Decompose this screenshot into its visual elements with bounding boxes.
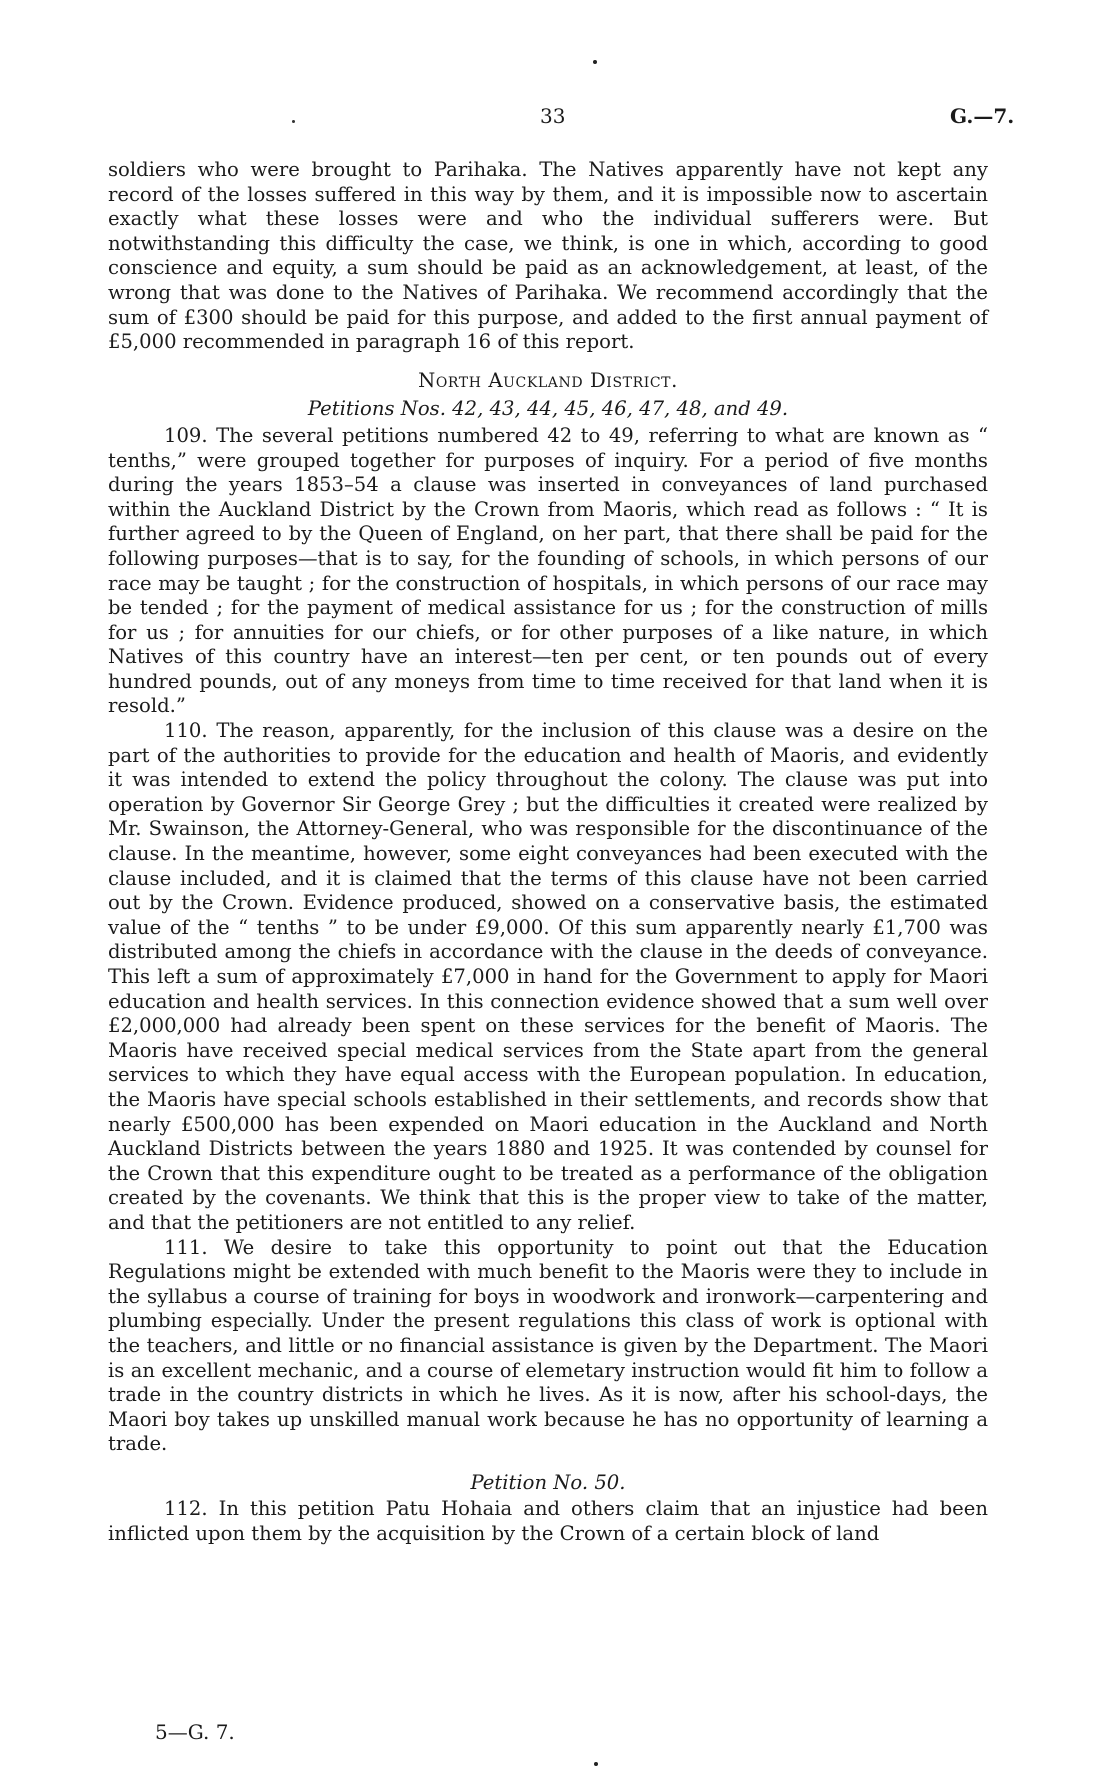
document-reference: G.—7. xyxy=(950,104,1015,128)
paragraph-109: 109. The several petitions numbered 42 to 49, referring to what are known as “ tenths,” were grouped together for purposes of inquiry. For a period of five months during the years 1853–54 a clause was inserted in conveyances of land purchased within the Auckland District by the Crown from Maoris, which read as follows : “ It is further agreed to by the Queen of England, on her part, that there shall be paid for the following purposes—that is to say, for the founding of schools, in which persons of our race may be taught ; for the construction of hospitals, in which persons of our race may be tended ; for the payment of medical assistance for us ; for the construction of mills for us ; for annuities for our chiefs, or for other purposes of a like nature, in which Natives of this country have an interest—ten per cent, or ten pounds out of every hundred pounds, out of any moneys from time to time received for that land when it is resold.” xyxy=(108,423,988,718)
scan-speck xyxy=(594,1762,598,1766)
scan-speck xyxy=(593,60,597,64)
signature-mark: 5—G. 7. xyxy=(155,1720,235,1744)
paragraph-110: 110. The reason, apparently, for the inclusion of this clause was a desire on the part of the authorities to provide for the education and health of Maoris, and evidently it was intended to extend the policy throughout the colony. The clause was put into operation by Governor Sir George Grey ; but the difficulties it created were realized by Mr. Swainson, the Attorney-General, who was responsible for the discontinuance of the clause. In the meantime, however, some eight conveyances had been executed with the clause included, and it is claimed that the terms of this clause have not been carried out by the Crown. Evidence produced, showed on a conservative basis, the estimated value of the “ tenths ” to be under £9,000. Of this sum apparently nearly £1,700 was distributed among the chiefs in accordance with the clause in the deeds of conveyance. This left a sum of approximately £7,000 in hand for the Government to apply for Maori education and health services. In this connection evidence showed that a sum well over £2,000,000 had already been spent on these services for the benefit of Maoris. The Maoris have received special medical services from the State apart from the general services to which they have equal access with the European population. In education, the Maoris have special schools established in their settlements, and records show that nearly £500,000 has been expended on Maori education in the Auckland and North Auckland Districts between the years 1880 and 1925. It was contended by counsel for the Crown that this expenditure ought to be treated as a performance of the obligation created by the covenants. We think that this is the proper view to take of the matter, and that the petitioners are not entitled to any relief. xyxy=(108,719,988,1234)
stray-mark xyxy=(292,120,295,123)
body-text xyxy=(108,158,988,1547)
paragraph-continued: soldiers who were brought to Parihaka. The Natives apparently have not kept any record of the losses suffered in this way by them, and it is impossible now to ascertain exactly what these losses were and who the individual sufferers were. But notwithstanding this difficulty the case, we think, is one in which, according to good conscience and equity, a sum should be paid as an acknowledgement, at least, of the wrong that was done to the Natives of Parihaka. We recommend accordingly that the sum of £300 should be paid for this purpose, and added to the first annual payment of £5,000 recommended in paragraph 16 of this report. xyxy=(108,158,988,354)
paragraph-111: 111. We desire to take this opportunity to point out that the Education Regulations might be extended with much benefit to the Maoris were they to include in the syllabus a course of training for boys in woodwork and ironwork—carpentering and plumbing especially. Under the present regulations this class of work is optional with the teachers, and little or no financial assistance is given by the Department. The Maori is an excellent mechanic, and a course of elemetary instruction would fit him to follow a trade in the country districts in which he lives. As it is now, after his school-days, the Maori boy takes up unskilled manual work because he has no opportunity of learning a trade. xyxy=(108,1235,988,1456)
paragraph-112: 112. In this petition Patu Hohaia and others claim that an injustice had been inflicted upon them by the acquisition by the Crown of a certain block of land xyxy=(108,1497,988,1546)
section-heading: North Auckland District. xyxy=(418,368,678,392)
subsection-heading: Petitions Nos. 42, 43, 44, 45, 46, 47, 48, and 49. xyxy=(307,397,789,421)
subsection-heading-petition-50: Petition No. 50. xyxy=(470,1470,626,1494)
page-number: 33 xyxy=(540,104,566,128)
